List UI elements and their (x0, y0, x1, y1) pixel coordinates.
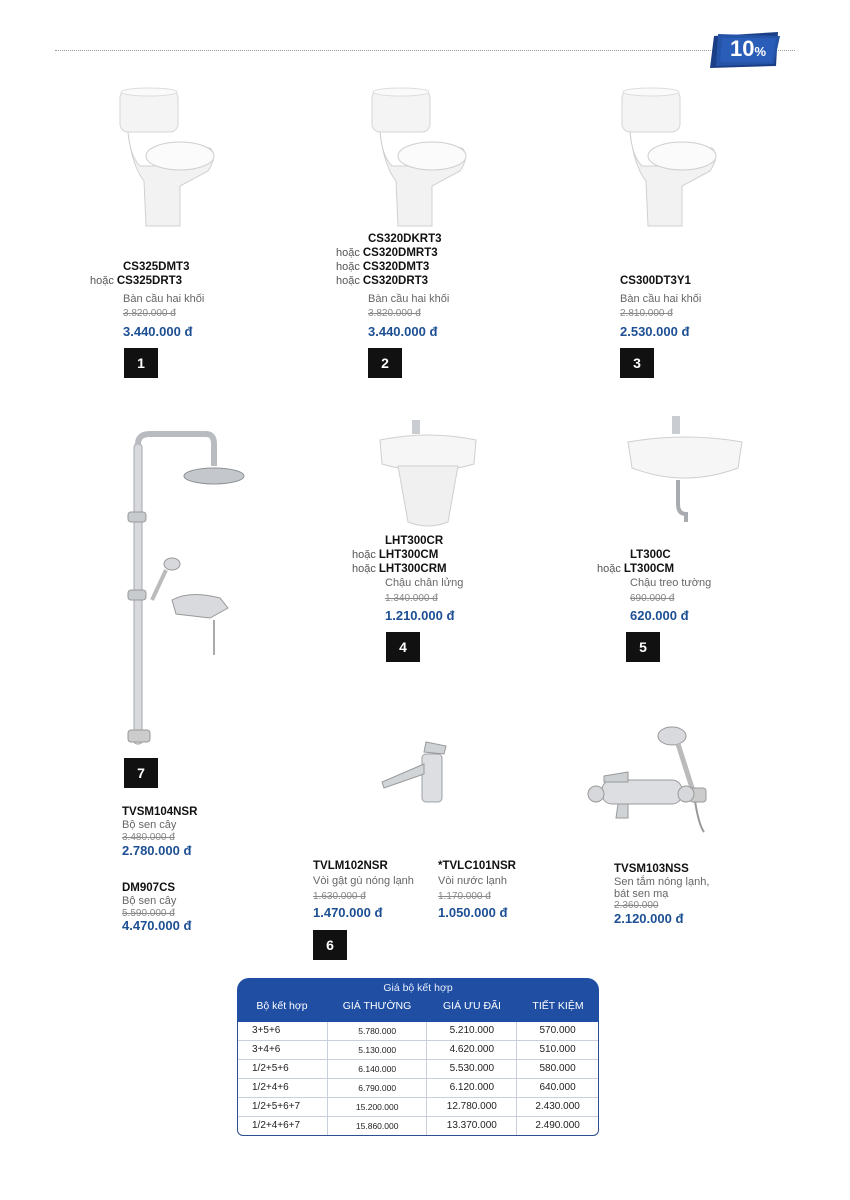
discount-value: 10 (729, 36, 755, 61)
table-cell: 5.530.000 (426, 1060, 516, 1078)
product-number-3: 3 (620, 348, 654, 378)
product-7b-old-price: 5.590.000 đ (122, 908, 175, 919)
product-number-4: 4 (386, 632, 420, 662)
product-6b-old-price: 1.170.000 đ (438, 891, 491, 902)
table-cell: 12.780.000 (426, 1098, 516, 1116)
product-6a-old-price: 1.630.000 đ (313, 891, 366, 902)
product-5-code: LT300C (630, 549, 671, 561)
product-7a-old-price: 3.480.000 đ (122, 832, 175, 843)
table-cell: 6.790.000 (327, 1079, 427, 1097)
product-5-info (597, 548, 674, 576)
product-1-info (90, 260, 189, 288)
table-cell: 3+4+6 (252, 1044, 281, 1055)
table-row (238, 1059, 598, 1078)
table-cell: 4.620.000 (426, 1041, 516, 1059)
toilet-image-3 (612, 86, 722, 231)
product-3-price: 2.530.000 đ (620, 324, 690, 339)
table-cell: 1/2+4+6+7 (252, 1120, 301, 1131)
combo-table-header (237, 978, 599, 1022)
discount-unit: % (754, 44, 767, 59)
col-header-promo-price: GIÁ ƯU ĐÃI (443, 1000, 501, 1012)
table-cell: 13.370.000 (426, 1117, 516, 1135)
table-cell: 1/2+5+6 (252, 1063, 289, 1074)
product-number-2: 2 (368, 348, 402, 378)
product-7b-desc: Bộ sen cây (122, 895, 177, 907)
table-cell: 510.000 (516, 1041, 598, 1059)
product-1-code: CS325DMT3 (123, 261, 190, 273)
col-header-regular-price: GIÁ THƯỜNG (342, 1000, 412, 1012)
col-header-combo: Bộ kết hợp (256, 1000, 308, 1012)
table-cell: 2.430.000 (516, 1098, 598, 1116)
combo-table-title: Giá bộ kết hợp (383, 982, 453, 994)
product-4-info (352, 534, 447, 576)
table-cell: 6.140.000 (327, 1060, 427, 1078)
discount-badge-text (716, 36, 780, 62)
product-7b-code: DM907CS (122, 882, 176, 894)
table-cell: 580.000 (516, 1060, 598, 1078)
table-cell: 1/2+5+6+7 (252, 1101, 301, 1112)
basin-semi-pedestal-image (378, 418, 478, 530)
product-7a-price: 2.780.000 đ (122, 843, 192, 858)
product-8-code: TVSM103NSS (614, 863, 689, 875)
combo-table-columns (237, 1000, 599, 1012)
table-cell: 3+5+6 (252, 1025, 281, 1036)
table-row (238, 1078, 598, 1097)
table-row (238, 1022, 598, 1040)
product-number-5: 5 (626, 632, 660, 662)
basin-faucet-image (376, 738, 448, 808)
header-divider (55, 50, 795, 51)
product-5-price: 620.000 đ (630, 608, 689, 623)
product-6a-code: TVLM102NSR (313, 860, 388, 872)
combo-price-table (237, 978, 599, 1136)
shower-mixer-image (582, 724, 722, 836)
product-2-code-alt-1: hoặc CS320DMRT3 (336, 247, 438, 259)
shower-column-image (110, 430, 250, 755)
basin-wall-hung-image (626, 414, 744, 526)
product-number-6: 6 (313, 930, 347, 960)
product-1-price: 3.440.000 đ (123, 324, 193, 339)
product-5-code-alt: hoặc LT300CM (597, 563, 675, 575)
product-8-price: 2.120.000 đ (614, 911, 684, 926)
table-cell: 5.210.000 (426, 1022, 516, 1040)
product-5-old-price: 690.000 đ (630, 593, 675, 604)
product-5-desc: Chậu treo tường (630, 577, 712, 589)
product-4-code-alt-2: hoặc LHT300CRM (352, 563, 447, 575)
toilet-image-1 (110, 86, 220, 231)
table-cell: 15.860.000 (327, 1117, 427, 1135)
product-6a-desc: Vòi gật gù nóng lạnh (313, 875, 414, 887)
product-2-desc: Bàn cầu hai khối (368, 293, 450, 305)
table-cell: 6.120.000 (426, 1079, 516, 1097)
table-row (238, 1097, 598, 1116)
product-2-old-price: 3.820.000 đ (368, 308, 421, 319)
product-6b-desc: Vòi nước lạnh (438, 875, 508, 887)
product-2-code-alt-2: hoặc CS320DMT3 (336, 261, 430, 273)
product-3-old-price: 2.810.000 đ (620, 308, 673, 319)
table-cell: 2.490.000 (516, 1117, 598, 1135)
table-cell: 640.000 (516, 1079, 598, 1097)
product-7a-code: TVSM104NSR (122, 806, 198, 818)
product-7a-desc: Bộ sen cây (122, 819, 177, 831)
product-7b-price: 4.470.000 đ (122, 918, 192, 933)
product-2-code: CS320DKRT3 (368, 233, 442, 245)
product-3-code: CS300DT3Y1 (620, 275, 691, 287)
product-1-code-alt: hoặc CS325DRT3 (90, 275, 183, 287)
table-cell: 5.130.000 (327, 1041, 427, 1059)
product-6b-code: *TVLC101NSR (438, 860, 516, 872)
product-4-code-alt-1: hoặc LHT300CM (352, 549, 439, 561)
product-6a-price: 1.470.000 đ (313, 905, 383, 920)
product-8-old-price: 2.360.000 (614, 900, 659, 911)
table-row (238, 1116, 598, 1135)
product-2-code-alt-3: hoặc CS320DRT3 (336, 275, 429, 287)
product-1-old-price: 3.820.000 đ (123, 308, 176, 319)
table-cell: 570.000 (516, 1022, 598, 1040)
combo-table-body (237, 1022, 599, 1136)
or-label: hoặc (90, 275, 114, 287)
product-number-1: 1 (124, 348, 158, 378)
product-number-7: 7 (124, 758, 158, 788)
toilet-image-2 (362, 86, 472, 231)
col-header-savings: TIẾT KIỆM (532, 1000, 584, 1012)
product-3-desc: Bàn cầu hai khối (620, 293, 702, 305)
table-cell: 5.780.000 (327, 1022, 427, 1040)
product-4-desc: Chậu chân lửng (385, 577, 464, 589)
product-2-price: 3.440.000 đ (368, 324, 438, 339)
table-row (238, 1040, 598, 1059)
product-8-desc-line-2: bát sen mạ (614, 888, 669, 900)
product-4-price: 1.210.000 đ (385, 608, 455, 623)
table-cell: 1/2+4+6 (252, 1082, 289, 1093)
product-1-desc: Bàn cầu hai khối (123, 293, 205, 305)
product-6b-price: 1.050.000 đ (438, 905, 508, 920)
product-2-info (336, 232, 442, 288)
product-4-old-price: 1.340.000 đ (385, 593, 438, 604)
table-cell: 15.200.000 (327, 1098, 427, 1116)
product-8-desc-line-1: Sen tắm nóng lạnh, (614, 876, 710, 888)
product-4-code: LHT300CR (385, 535, 444, 547)
